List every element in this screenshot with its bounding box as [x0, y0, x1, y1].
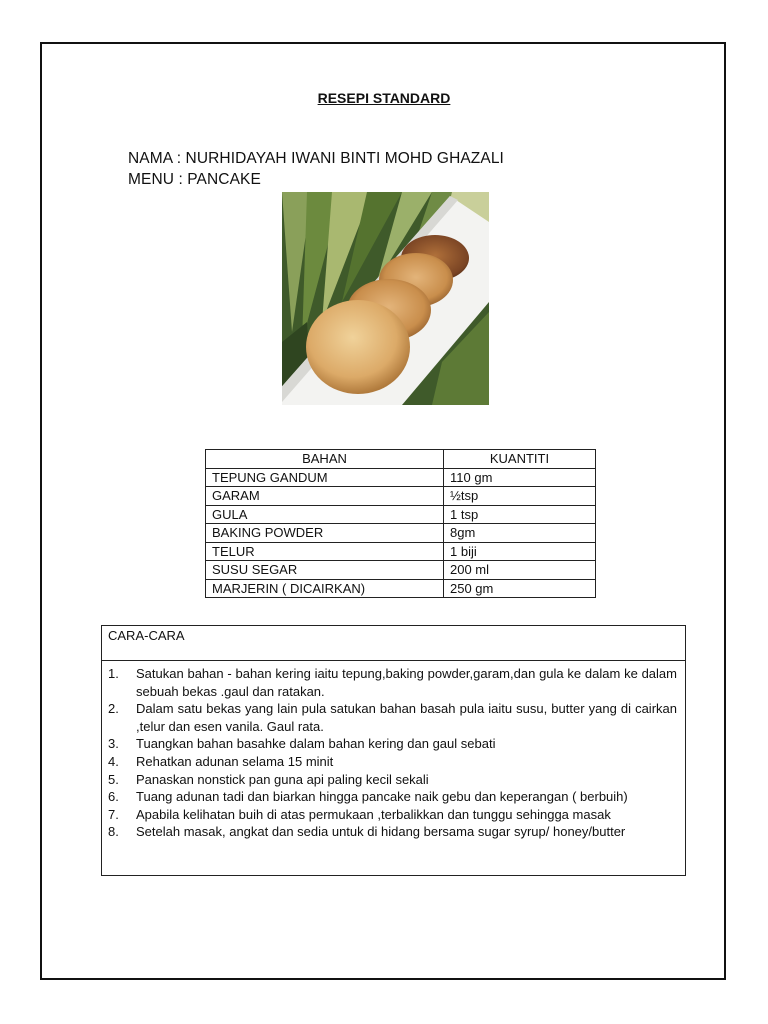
table-header-row — [206, 450, 596, 469]
step-number: 6. — [108, 789, 119, 805]
list-item — [108, 806, 677, 824]
step-text: Dalam satu bekas yang lain pula satukan bahan basah pula iaitu susu, butter yang di cairkan ,telur dan esen vanila. Gaul rata. — [136, 701, 677, 734]
ingredients-table — [205, 449, 596, 598]
list-item — [108, 788, 677, 806]
ingredient-name: GULA — [206, 505, 444, 524]
ingredient-name: SUSU SEGAR — [206, 561, 444, 580]
column-header-bahan: BAHAN — [206, 450, 444, 469]
ingredient-name: MARJERIN ( DICAIRKAN) — [206, 579, 444, 598]
list-item — [108, 700, 677, 735]
step-text: Tuang adunan tadi dan biarkan hingga pancake naik gebu dan keperangan ( berbuih) — [136, 789, 628, 805]
name-line: NAMA : NURHIDAYAH IWANI BINTI MOHD GHAZALI — [128, 150, 504, 167]
menu-line: MENU : PANCAKE — [128, 171, 261, 188]
method-steps — [102, 661, 685, 841]
step-number: 8. — [108, 824, 119, 840]
list-item — [108, 753, 677, 771]
ingredient-quantity: 1 biji — [444, 542, 596, 561]
ingredient-name: GARAM — [206, 487, 444, 506]
step-text: Setelah masak, angkat dan sedia untuk di hidang bersama sugar syrup/ honey/butter — [136, 824, 626, 840]
pancake-photo — [282, 192, 489, 405]
table-row — [206, 505, 596, 524]
method-heading: CARA-CARA — [102, 626, 685, 661]
list-item — [108, 735, 677, 753]
table-row — [206, 561, 596, 580]
step-number: 3. — [108, 736, 119, 752]
step-number: 2. — [108, 701, 119, 717]
ingredient-quantity: 110 gm — [444, 468, 596, 487]
step-number: 7. — [108, 806, 119, 822]
list-item — [108, 771, 677, 789]
table-row — [206, 542, 596, 561]
step-text: Satukan bahan - bahan kering iaitu tepung,baking powder,garam,dan gula ke dalam ke dalam sebuah bekas .gaul dan ratakan. — [136, 666, 677, 699]
ingredient-name: BAKING POWDER — [206, 524, 444, 543]
method-box — [101, 625, 686, 876]
step-text: Tuangkan bahan basahke dalam bahan kering dan gaul sebati — [136, 736, 496, 752]
ingredient-quantity: 8gm — [444, 524, 596, 543]
ingredient-quantity: ½tsp — [444, 487, 596, 506]
table-row — [206, 579, 596, 598]
ingredient-name: TEPUNG GANDUM — [206, 468, 444, 487]
step-text: Apabila kelihatan buih di atas permukaan ,terbalikkan dan tunggu sehingga masak — [136, 806, 611, 822]
page-title: RESEPI STANDARD — [317, 90, 451, 106]
ingredient-quantity: 250 gm — [444, 579, 596, 598]
list-item — [108, 665, 677, 700]
step-number: 5. — [108, 771, 119, 787]
column-header-kuantiti: KUANTITI — [444, 450, 596, 469]
step-number: 1. — [108, 666, 119, 681]
ingredient-quantity: 1 tsp — [444, 505, 596, 524]
step-text: Rehatkan adunan selama 15 minit — [136, 753, 334, 769]
table-row — [206, 487, 596, 506]
step-text: Panaskan nonstick pan guna api paling kecil sekali — [136, 771, 429, 787]
ingredient-name: TELUR — [206, 542, 444, 561]
table-row — [206, 468, 596, 487]
step-number: 4. — [108, 753, 119, 769]
ingredient-quantity: 200 ml — [444, 561, 596, 580]
table-row — [206, 524, 596, 543]
list-item — [108, 823, 677, 841]
